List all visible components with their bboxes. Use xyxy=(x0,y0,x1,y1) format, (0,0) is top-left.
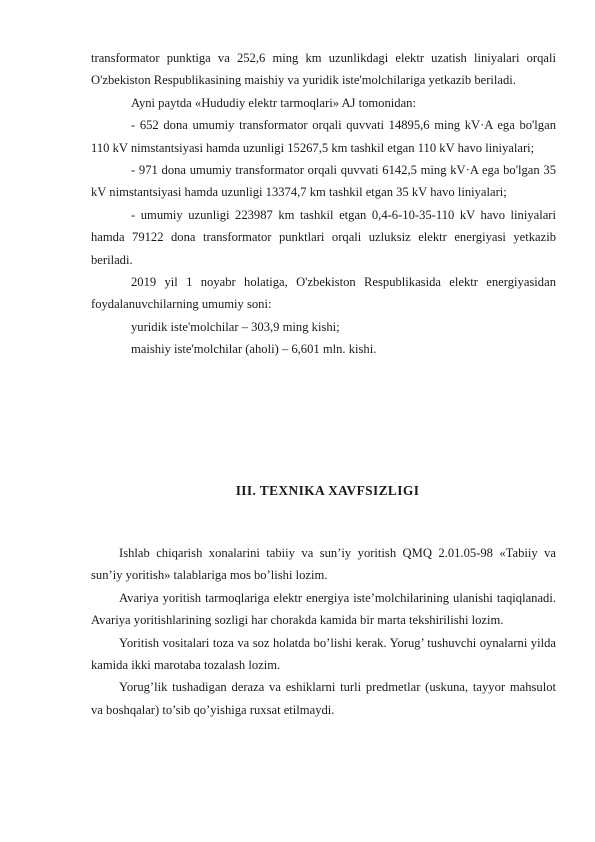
section-electricity-supply xyxy=(91,47,556,361)
paragraph-emergency-lighting: Avariya yoritish tarmoqlariga elektr energiya iste’molchilarining ulanishi taqiqlanadi. Avariya yoritishlarining sozligi har chorakda kamida bir marta tekshirilishi lozim. xyxy=(91,590,556,628)
paragraph-consumers-intro: 2019 yil 1 noyabr holatiga, O'zbekiston Respublikasida elektr energiyasidan foydalanuvchilarning umumiy soni: xyxy=(91,275,556,312)
paragraph-lighting-maintenance: Yoritish vositalari toza va soz holatda bo’lishi kerak. Yorug’ tushuvchi oynalarni yilda kamida ikki marotaba tozalash lozim. xyxy=(91,635,556,673)
paragraph-total-lines: - umumiy uzunligi 223987 km tashkil etgan 0,4-6-10-35-110 kV havo liniyalari hamda 79122 dona transformator punktlari orqali uzluksiz elektr energiyasi yetkazib beriladi. xyxy=(91,207,556,267)
section-heading: III. TEXNIKA XAVFSIZLIGI xyxy=(235,483,420,498)
paragraph-intro: Ayni paytda «Hududiy elektr tarmoqlari» AJ tomonidan: xyxy=(131,95,416,110)
paragraph-legal-consumers: yuridik iste'molchilar – 303,9 ming kishi; xyxy=(131,319,340,334)
paragraph-continuation: transformator punktiga va 252,6 ming km uzunlikdagi elektr uzatish liniyalari orqali O'zbekiston Respublikasining maishiy va yuridik iste'molchilariga yetkazib beriladi. xyxy=(91,51,556,88)
paragraph-35kv: - 971 dona umumiy transformator orqali quvvati 6142,5 ming kV·A ega bo'lgan 35 kV nimstantsiyasi hamda uzunligi 13374,7 km tashkil etgan 35 kV havo liniyalari; xyxy=(91,163,556,200)
paragraph-110kv: - 652 dona umumiy transformator orqali quvvati 14895,6 ming kV·A ega bo'lgan 110 kV nimstantsiyasi hamda uzunligi 15267,5 km tashkil etgan 110 kV havo liniyalari; xyxy=(91,118,556,155)
section-safety xyxy=(91,542,556,721)
paragraph-window-obstruction: Yorug’lik tushadigan deraza va eshiklarni turli predmetlar (uskuna, tayyor mahsulot va boshqalar) to’sib qo’yishiga ruxsat etilmaydi. xyxy=(91,680,556,717)
paragraph-household-consumers: maishiy iste'molchilar (aholi) – 6,601 mln. kishi. xyxy=(131,342,377,357)
paragraph-lighting-standard: Ishlab chiqarish xonalarini tabiiy va sun’iy yoritish QMQ 2.01.05-98 «Tabiiy va sun’iy yoritish» talablariga mos bo’lishi lozim. xyxy=(91,546,556,583)
